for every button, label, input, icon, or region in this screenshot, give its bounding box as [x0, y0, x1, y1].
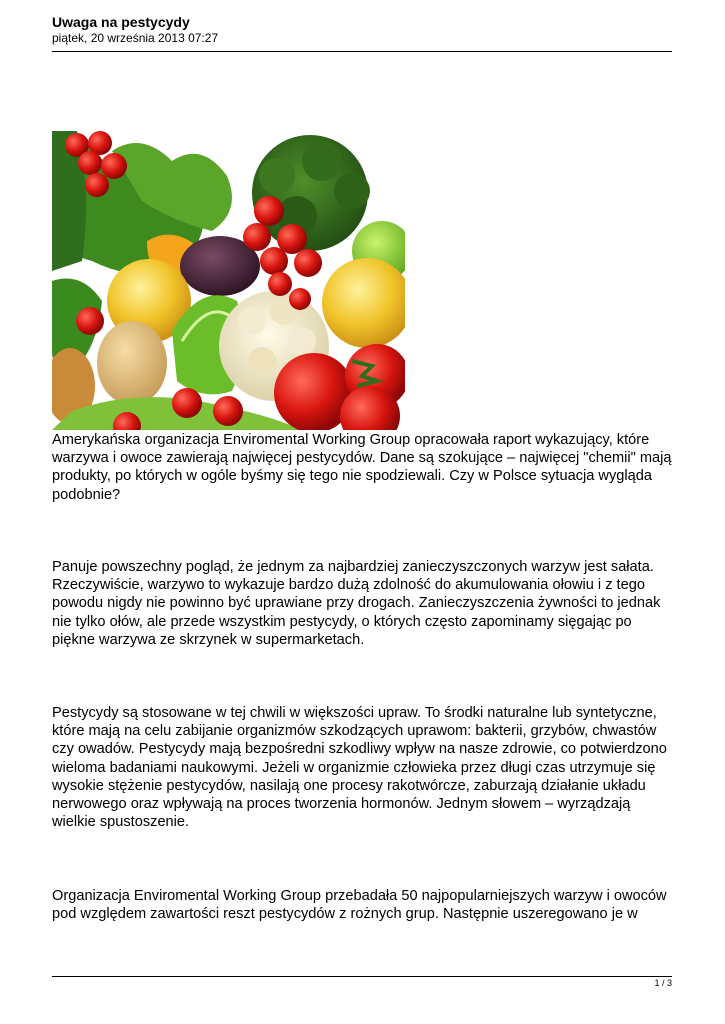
paragraph: Pestycydy są stosowane w tej chwili w większości upraw. To środki naturalne lub syntetyczne, które mają na celu zabijanie organizmów szkodzących uprawom: bakterii, grzybów, chwastów czy owadów. Pestycydy mają bezpośredni szkodliwy wpływ na nasze zdrowie, co potwierdzono wieloma badaniami naukowymi. Jeżeli w organizmie człowieka przez długi czas utrzymuje się wysokie stężenie pestycydów, nasilają one procesy rakotwórcze, zaburzają działanie układu nerwowego oraz wpływają na proces tworzenia hormonów. Jednym słowem – wyrządzają wielkie spustoszenie. [52, 705, 667, 831]
footer-divider [52, 976, 672, 977]
vegetables-photo [52, 131, 405, 430]
header-divider [52, 51, 672, 52]
document-header [52, 14, 672, 46]
paragraph-lead: Amerykańska organizacja Enviromental Working Group opracowała raport wykazujący, które warzywa i owoce zawierają najwięcej pestycydów. Dane są szokujące – najwięcej "chemii" mają produkty, po których w ogóle byśmy się tego nie spodziewali. Czy w Polsce sytuacja wygląda podobnie? [52, 432, 672, 503]
paragraph: Organizacja Enviromental Working Group przebadała 50 najpopularniejszych warzyw i owoców pod względem zawartości reszt pestycydów z rożnych grup. Następnie uszeregowano je w [52, 888, 667, 923]
publish-date: piątek, 20 września 2013 07:27 [52, 31, 219, 45]
page-title: Uwaga na pestycydy [52, 14, 190, 30]
paragraph: Panuje powszechny pogląd, że jednym za najbardziej zanieczyszczonych warzyw jest sałata. Rzeczywiście, warzywo to wykazuje bardzo dużą zdolność do akumulowania ołowiu i z tego powodu nigdy nie powinno być uprawiane przy drogach. Zanieczyszczenia żywności to jednak nie tylko ołów, ale przede wszystkim pestycydy, o których często zapominamy sięgając po piękne warzywa ze skrzynek w supermarketach. [52, 559, 661, 648]
page-number: 1 / 3 [654, 978, 672, 988]
